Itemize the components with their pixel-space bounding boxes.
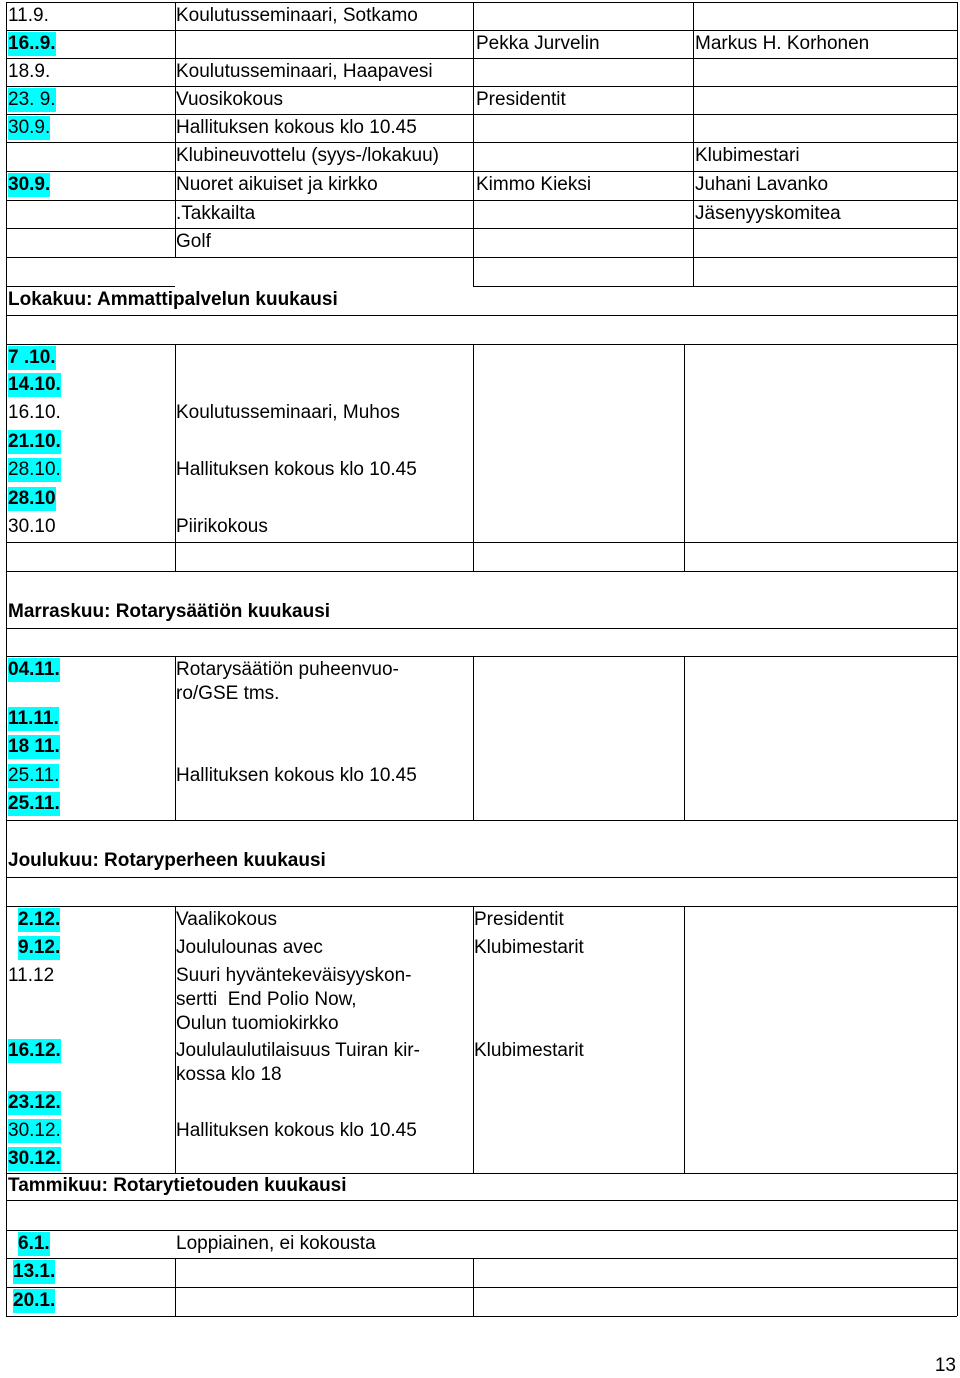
- table-rule: [6, 571, 7, 656]
- table-rule: [473, 286, 957, 287]
- table-rule: [6, 628, 957, 629]
- table-rule: [957, 1200, 958, 1230]
- row-speaker: Kimmo Kieksi: [476, 174, 592, 195]
- table-rule: [6, 1200, 957, 1201]
- page-number: 13: [934, 1355, 956, 1376]
- table-rule: [957, 2, 958, 286]
- row-event: Golf: [176, 231, 211, 252]
- table-rule: [6, 906, 7, 1200]
- row-event: Koulutusseminaari, Sotkamo: [176, 5, 418, 26]
- row-date: 13.1.: [13, 1261, 56, 1282]
- row-event: Hallituksen kokous klo 10.45: [176, 117, 417, 138]
- row-event: Joululaulutilaisuus Tuiran kir- kossa klo 18: [176, 1040, 420, 1085]
- table-rule: [957, 906, 958, 1200]
- table-rule: [6, 257, 957, 258]
- row-event: Suuri hyväntekeväisyyskon- sertti End Polio Now, Oulun tuomiokirkko: [176, 965, 412, 1034]
- table-rule: [6, 1287, 957, 1288]
- row-responsible: Jäsenyyskomitea: [695, 203, 841, 224]
- table-rule: [6, 171, 957, 172]
- row-date: 30.9.: [8, 117, 51, 138]
- row-date: 2.12.: [18, 909, 61, 930]
- table-rule: [957, 656, 958, 820]
- table-rule: [6, 1230, 7, 1316]
- table-rule: [6, 1258, 957, 1259]
- table-rule: [473, 656, 474, 820]
- table-rule: [6, 906, 957, 907]
- row-date: 23. 9.: [8, 89, 56, 110]
- row-date: 16..9.: [8, 33, 56, 54]
- table-rule: [6, 1200, 7, 1230]
- row-date: 11.12: [8, 965, 55, 986]
- table-rule: [473, 2, 474, 286]
- table-rule: [6, 58, 957, 59]
- table-rule: [957, 1230, 958, 1316]
- row-date: 28.10: [8, 488, 56, 509]
- row-event: Koulutusseminaari, Haapavesi: [176, 61, 433, 82]
- row-date: 21.10.: [8, 431, 61, 452]
- row-date: 9.12.: [18, 937, 61, 958]
- table-rule: [175, 344, 176, 542]
- table-rule: [6, 344, 957, 345]
- table-rule: [957, 542, 958, 571]
- table-rule: [684, 906, 685, 1173]
- table-rule: [6, 656, 7, 820]
- row-event: Hallituksen kokous klo 10.45: [176, 765, 417, 786]
- table-rule: [6, 1230, 957, 1231]
- row-date: 18.9.: [8, 61, 51, 82]
- table-rule: [6, 200, 957, 201]
- row-date: 25.11.: [8, 793, 60, 814]
- table-rule: [6, 86, 957, 87]
- row-date: 30.12.: [8, 1120, 61, 1141]
- table-rule: [6, 142, 957, 143]
- table-rule: [6, 542, 7, 571]
- table-rule: [6, 542, 957, 543]
- row-event: .Takkailta: [176, 203, 256, 224]
- row-event: Vuosikokous: [176, 89, 284, 110]
- row-event: Klubineuvottelu (syys-/lokakuu): [176, 145, 439, 166]
- row-date: 16.10.: [8, 402, 61, 423]
- table-rule: [6, 228, 957, 229]
- row-event: Loppiainen, ei kokousta: [176, 1233, 376, 1254]
- table-rule: [6, 286, 7, 344]
- row-responsible: Markus H. Korhonen: [695, 33, 870, 54]
- table-rule: [957, 286, 958, 344]
- row-date: 11.11.: [8, 708, 59, 729]
- table-rule: [693, 2, 694, 286]
- table-rule: [6, 2, 957, 3]
- row-speaker: Pekka Jurvelin: [476, 33, 600, 54]
- row-date: 25.11.: [8, 765, 60, 786]
- row-responsible: Klubimestarit: [474, 937, 584, 958]
- table-rule: [6, 315, 957, 316]
- table-rule: [957, 820, 958, 906]
- row-event: Joululounas avec: [176, 937, 323, 958]
- table-rule: [957, 344, 958, 542]
- row-event: Hallituksen kokous klo 10.45: [176, 459, 417, 480]
- row-date: 14.10.: [8, 374, 61, 395]
- row-event: Rotarysäätiön puheenvuo- ro/GSE tms.: [176, 659, 399, 704]
- row-date: 11.9.: [8, 5, 49, 26]
- row-speaker: Presidentit: [476, 89, 566, 110]
- table-rule: [6, 571, 957, 572]
- row-date: 6.1.: [18, 1233, 50, 1254]
- row-event: Nuoret aikuiset ja kirkko: [176, 174, 378, 195]
- table-rule: [175, 542, 176, 571]
- table-rule: [684, 344, 685, 542]
- section-heading-january: Tammikuu: Rotarytietouden kuukausi: [8, 1175, 347, 1196]
- row-date: 23.12.: [8, 1092, 61, 1113]
- table-rule: [684, 542, 685, 571]
- table-rule: [6, 877, 957, 878]
- row-date: 30.10: [8, 516, 56, 537]
- row-responsible: Juhani Lavanko: [695, 174, 829, 195]
- row-responsible: Klubimestarit: [474, 1040, 584, 1061]
- table-rule: [6, 344, 7, 542]
- table-rule: [6, 656, 957, 657]
- section-heading-october: Lokakuu: Ammattipalvelun kuukausi: [8, 289, 338, 310]
- row-event: Piirikokous: [176, 516, 268, 537]
- table-rule: [6, 1316, 957, 1317]
- row-responsible: Presidentit: [474, 909, 564, 930]
- table-rule: [6, 286, 175, 287]
- row-event: Vaalikokous: [176, 909, 278, 930]
- row-date: 30.9.: [8, 174, 51, 195]
- table-rule: [6, 2, 7, 286]
- table-rule: [473, 344, 474, 542]
- table-rule: [6, 30, 957, 31]
- row-date: 04.11.: [8, 659, 60, 680]
- table-rule: [6, 820, 7, 906]
- row-date: 20.1.: [13, 1290, 56, 1311]
- row-date: 18 11.: [8, 736, 60, 757]
- table-rule: [684, 656, 685, 820]
- row-event: Hallituksen kokous klo 10.45: [176, 1120, 417, 1141]
- table-rule: [473, 542, 474, 571]
- section-heading-november: Marraskuu: Rotarysäätiön kuukausi: [8, 601, 331, 622]
- row-date: 16.12.: [8, 1040, 61, 1061]
- row-responsible: Klubimestari: [695, 145, 800, 166]
- table-rule: [6, 114, 957, 115]
- row-event: Koulutusseminaari, Muhos: [176, 402, 400, 423]
- row-date: 7 .10.: [8, 347, 56, 368]
- row-date: 30.12.: [8, 1148, 61, 1169]
- table-rule: [6, 820, 957, 821]
- table-rule: [957, 571, 958, 656]
- section-heading-december: Joulukuu: Rotaryperheen kuukausi: [8, 850, 326, 871]
- row-date: 28.10.: [8, 459, 61, 480]
